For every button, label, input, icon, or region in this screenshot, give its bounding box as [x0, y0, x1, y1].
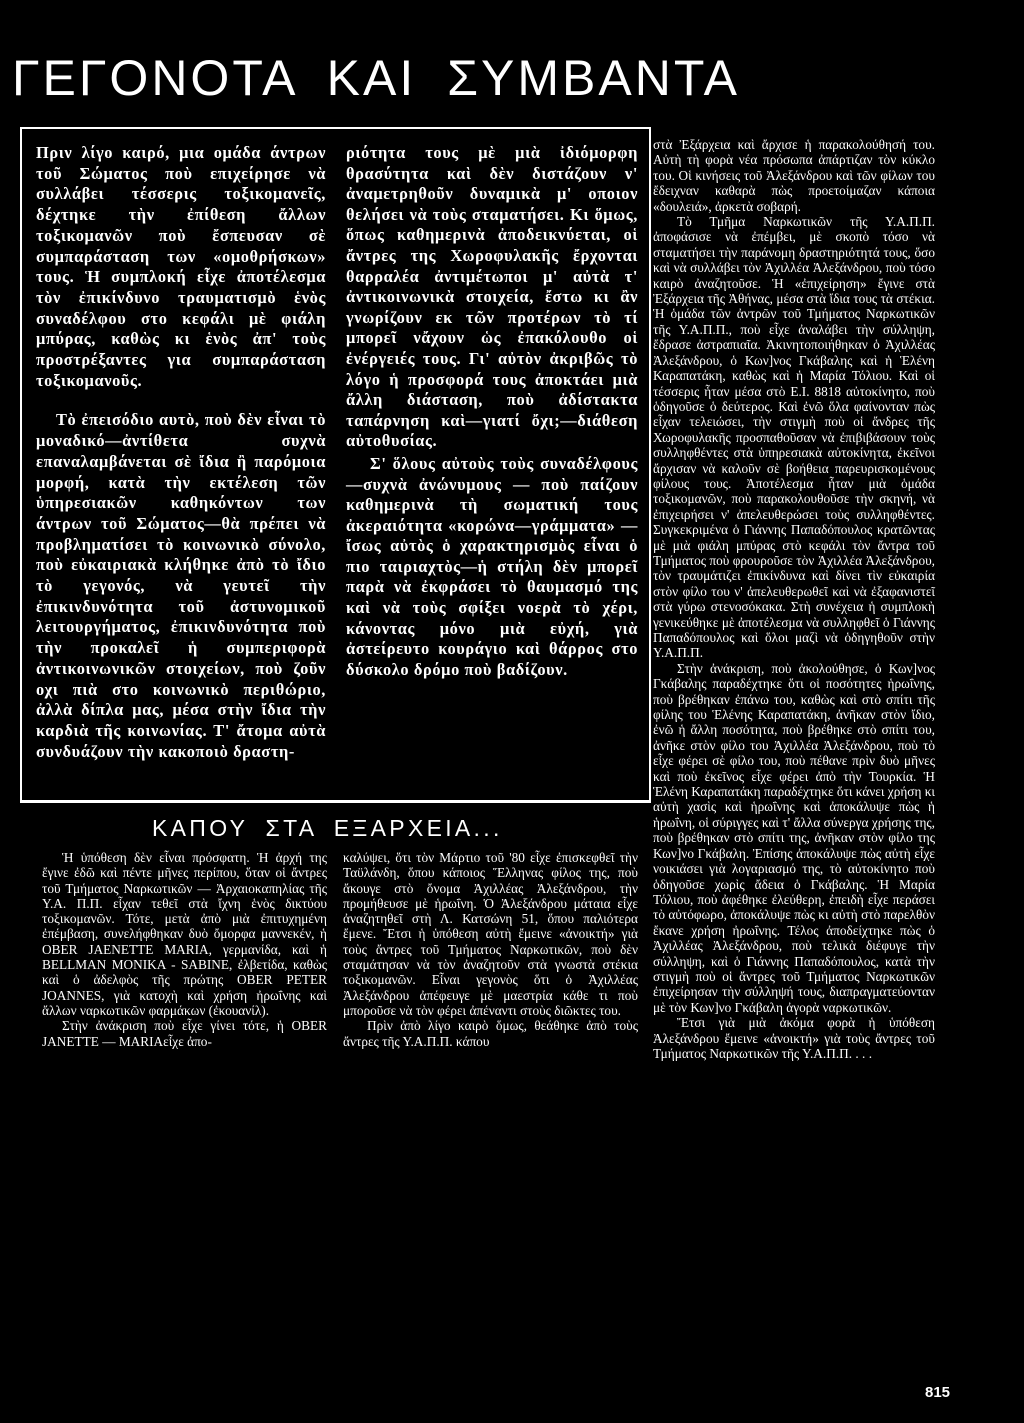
page-number: 815	[925, 1384, 951, 1401]
paragraph: στὰ Ἐξάρχεια καὶ ἄρχισε ἡ παρακολούθησή του. Αὐτὴ τὴ φορὰ νέα πρόσωπα ἀπάρτιζαν τὸν κύκλο του. Οἱ κινήσεις τοῦ Ἀλεξάνδρου καὶ τῶν φίλων του ἔδειχναν καθαρὰ πὼς προετοίμαζαν κάποια «δουλειά», ἀρκετὰ σοβαρή.	[653, 137, 935, 214]
feature-column-2	[346, 143, 638, 680]
paragraph: Σ' ὅλους αὐτοὺς τοὺς συναδέλφους—συχνὰ ἀνώνυμους — ποὺ παίζουν καθημερινὰ τὴ σωματική τους ἀκεραιότητα «κορώνα—γράμματα» — ἴσως αὐτὸς ὁ χαρακτηρισμὸς εἶναι ὁ πιο ταιριαχτὸς—ἡ στήλη δὲν μπορεῖ παρὰ νὰ ἐκφράσει τὸ θαυμασμό της καὶ νὰ τοὺς σφίξει νοερὰ τὸ χέρι, κάνοντας μόνο μιὰ εὐχή, γιὰ ἀστείρευτο κουράγιο καὶ θάρρος στο δύσκολο δρόμο ποὺ βαδίζουν.	[346, 453, 638, 679]
paragraph: Στὴν ἀνάκριση ποὺ εἶχε γίνει τότε, ἡ OBER JANETTE — MARIAεἶχε ἀπο-	[42, 1018, 327, 1049]
paragraph: Τὸ ἐπεισόδιο αυτὸ, ποὺ δὲν εἶναι τὸ μοναδικό—ἀντίθετα συχνὰ επαναλαμβάνεται σὲ ἴδια ἢ παρόμοια μορφή, κατὰ τὴν εκτέλεση τῶν ὑπηρεσιακῶν καθηκόντων των άντρων τοῦ Σώματος—θὰ πρέπει νὰ προβληματίσει τὸ κοινωνικὸ σύνολο, ποὺ εὐκαιριακὰ κλήθηκε ἀπὸ τὸ ἴδιο τὸ γεγονός, νὰ γευτεῖ τὴν ἐπικινδυνότητα τοῦ ἀστυνομικοῦ λειτουργήματος, ἐπικινδυνότητα ποὺ τὴν προκαλεῖ ἡ συμπεριφορὰ ἀντικοινωνικῶν στοιχείων, ποὺ ζοῦν οχι πιὰ στο κοινωνικὸ περιθώριο, ἀλλὰ δίπλα μας, μέσα στὴν ἴδια τὴν καρδιὰ τῆς κοινωνίας. Τ' ἄτομα αὐτὰ συνδυάζουν τὴν κακοποιὸ δραστη-	[36, 410, 326, 761]
page-title: ΓΕΓΟΝΟΤΑ ΚΑΙ ΣΥΜΒΑΝΤΑ	[12, 50, 741, 106]
paragraph: Στὴν ἀνάκριση, ποὺ ἀκολούθησε, ὁ Κων]νος Γκάβαλης παραδέχτηκε ὅτι οἱ ποσότητες ἡρωΐνης, ποὺ βρέθηκαν ἐπάνω του, καθὼς καὶ στὸ σπίτι τῆς φίλης του Ἑλένης Καραπατάκη, ἀνῆκαν στὸν ἴδιο, ἐνῶ ἡ ἄλλη ποσότητα, ποὺ βρέθηκε στὸ σπίτι του, ἀνῆκε στὸν φίλο του Ἀχιλλέα Ἀλεξάνδρου, ποὺ τὸ εἶχε φέρει σὲ φίλο του, ποὺ πέθανε πρὶν δυὸ μῆνες καὶ ποὺ ἐκεῖνος εἶχε φέρει ἀπὸ τὴν Τουρκία. Ἡ Ἑλένη Καραπατάκη παραδέχτηκε ὅτι κάνει χρήση κι αὐτὴ χασὶς καὶ ἡρωΐνης καὶ ἀποκάλυψε πὼς ἡ ἡρωΐνη, οἱ σύριγγες καὶ τ' ἄλλα σύνεργα χρήσης της, ποὺ βρέθηκαν στὸ σπίτι της, ἀνῆκαν στὸν φίλο της Κων]νο Γκάβαλη. Ἐπίσης ἀποκάλυψε πὼς αὐτὴ εἶχε νοικιάσει γιὰ λογαριασμό της, τὸ αὐτοκίνητο ποὺ ὁδηγοῦσε χωρὶς ἄδεια ὁ Γκάβαλης. Ἡ Μαρία Τόλιου, ποὺ ἀφέθηκε ἐλεύθερη, ἐπειδὴ εἶχε περάσει τὸ αὐτόφωρο, ἀποκάλυψε πὼς κι αὐτὴ στὸ παρελθὸν ἔκανε χρήση ἠρωΐνης. Τέλος ἀποδείχτηκε πὼς ὁ Ἀχιλλέας Ἀλεξάνδρου, ποὺ τελικὰ διέφυγε τὴν σύλληψη, καὶ ὁ Γιάννης Παπαδόπουλος, κατὰ τὴν στιγμὴ ποὺ οἱ ἄντρες τοῦ Τμήματος Ναρκωτικῶν ἐπιχείρησαν τὴν σύλληψή τους, διαπραγματεύονταν μὲ τὸν Κων]νο Γκάβαλη ἀγορὰ ναρκωτικῶν.	[653, 660, 936, 1015]
feature-column-1	[36, 143, 326, 762]
paragraph: καλύψει, ὅτι τὸν Μάρτιο τοῦ '80 εἶχε ἐπισκεφθεῖ τὴν Ταϋλάνδη, ὅπου κάποιος Ἕλληνας φίλος της, ποὺ ἄκουγε στὸ ὄνομα Ἀχιλλέας Ἀλεξάνδρου, τὴν προμήθευσε μὲ ἡρωΐνη. Ὁ Ἀλεξάνδρου μάταια εἶχε ἀναζητηθεῖ στὴ Λ. Κατσώνη 51, ὅπου παλιότερα ἔμενε. Ἔτσι ἡ ὑπόθεση αὐτὴ ἔμεινε «ἀνοικτή» γιὰ τοὺς ἄντρες τοῦ Τμήματος Ναρκωτικῶν, ποὺ δὲν σταμάτησαν νὰ τὸν ἀναζητοῦν στὰ γνωστὰ στέκια τοξικομανῶν. Εἶναι γεγονὸς ὅτι ὁ Ἀχιλλέας Ἀλεξάνδρου ἀπέφευγε μὲ μαεστρία κάθε τι ποὺ μποροῦσε νὰ τὸν φέρει ἀπέναντι στοὺς διῶκτες του.	[343, 850, 638, 1018]
paragraph: Πριν λίγο καιρό, μια ομάδα άντρων τοῦ Σώματος ποὺ επιχείρησε νὰ συλλάβει τέσσερις τοξικομανεῖς, δέχτηκε τὴν ἐπίθεση ἄλλων τοξικομανῶν ποὺ ἔσπευσαν σὲ συμπαράσταση των «ομοθρήσκων» τους. Ἡ συμπλοκή εἶχε ἀποτέλεσμα τὸν ἐπικίνδυνο τραυματισμὸ ἑνὸς συναδέλφου στο κεφάλι μὲ φιάλη μπύρας, καθὼς κι ἑνὸς ἀπ' τοὺς προστρέξαντες για συμπαράσταση τοξικομανοῦς.	[36, 143, 326, 390]
article-column-3	[653, 137, 935, 1061]
article-column-1	[42, 850, 327, 1049]
paragraph: Τὸ Τμῆμα Ναρκωτικῶν τῆς Υ.Α.Π.Π. ἀποφάσισε νὰ ἐπέμβει, μὲ σκοπὸ τόσο νὰ σταματήσει τὴν παράνομη δραστηριότητά τους, ὅσο καὶ νὰ συλλάβει τὸν Ἀχιλλέα Ἀλεξάνδρου, ποὺ τόσο καιρὸ ἀναζητοῦσε. Ἡ «ἐπιχείρηση» ἔγινε στὰ Ἐξάρχεια τῆς Ἀθήνας, μέσα στὰ ἴδια τους τὰ στέκια. Ἡ ὁμάδα τῶν ἀντρῶν τοῦ Τμήματος Ναρκωτικῶν τῆς Υ.Α.Π.Π., ποὺ εἶχε ἀναλάβει τὴν σύλληψη, ἔδρασε ἀστραπιαῖα. Ἀκινητοποιήθηκαν ὁ Ἀχιλλέας Ἀλεξάνδρου, ὁ Κων]νος Γκάβαλης καὶ ἡ Ἑλένη Καραπατάκη, καθὼς καὶ ἡ Μαρία Τόλιου. Καὶ οἱ τέσσερις ἦταν μέσα στὸ Ε.Ι. 8818 αὐτοκίνητο, ποὺ ὁδηγοῦσε ὁ δεύτερος. Καὶ ἐνῶ ὅλα φαίνονταν πὼς εἶχαν τελειώσει, τὴν στιγμὴ ποὺ οἱ ἄνδρες τῆς Χωροφυλακῆς προσπαθοῦσαν νὰ ἐπιβιβάσουν τοὺς συλληφθέντες στὰ ὑπηρεσιακὰ αὐτοκίνητα, ἐκεῖνοι ἄρχισαν νὰ καλοῦν σὲ βοήθεια παρευρισκομένους φίλους τους. Ἀποτέλεσμα ἦταν μιὰ ὁμάδα τοξικομανῶν, ποὺ παρακολουθοῦσε τὴν σκηνή, νὰ ἐπιχειρήσει ν' ἀπελευθερώσει τοὺς συλληφθέντες. Συγκεκριμένα ὁ Γιάννης Παπαδόπουλος κρατῶντας μὲ μιὰ φιάλη μπύρας στὸ κεφάλι τὸν ἄντρα τοῦ Τμήματος ποὺ φρουροῦσε τὸν Ἀχιλλέα Ἀλεξάνδρου, τὸν τραυμάτιζει ἐπικίνδυνα καὶ δίνει τὶν εὐκαιρία στὸν φίλο του ν' ἀπελευθερωθεῖ καὶ νὰ ἐξαφανιστεῖ στὰ γύρω στενοσόκακα. Στὴ συνέχεια ἡ συμπλοκὴ γενικεύθηκε μὲ ἀποτέλεσμα νὰ συλληφθεῖ ὁ Γιάννης Παπαδόπουλος καὶ ὅλοι μαζὶ νὰ ὁδηγηθοῦν στὴν Υ.Α.Π.Π.	[653, 214, 935, 661]
article-column-2	[343, 850, 638, 1049]
article-heading: ΚΑΠΟΥ ΣΤΑ ΕΞΑΡΧΕΙΑ...	[152, 815, 503, 841]
paragraph: Ἡ ὑπόθεση δὲν εἶναι πρόσφατη. Ἡ ἀρχή της ἔγινε ἐδῶ καὶ πέντε μῆνες περίπου, ὅταν οἱ ἄντρες τοῦ Τμήματος Ναρκωτικῶν — Ἀρχαιοκαπηλίας τῆς Υ.Α. Π.Π. εἶχαν τεθεῖ στὰ ἴχνη ἑνὸς δικτύου τοξικομανῶν. Τότε, μετὰ ἀπὸ μιὰ ἐπιτυχημένη ἐπέμβαση, συνελήφθηκαν δυὸ ὄμορφα μαννεκέν, ἡ OBER JAENETTE MARIA, γερμανίδα, καὶ ἡ BELLMAN MONIKA - SABINE, ἐλβετίδα, καθὼς καὶ ὁ ἀδελφὸς τῆς πρώτης OBER PETER JOANNES, γιὰ κατοχὴ καὶ χρήση ἠρωΐνης καὶ ἄλλων ναρκωτικῶν φαρμάκων (ἐκουανίλ).	[42, 850, 327, 1018]
paragraph: Ἔτσι γιὰ μιὰ ἀκόμα φορὰ ἡ ὑπόθεση Ἀλεξάνδρου ἔμεινε «ἀνοικτή» γιὰ τοὺς ἄντρες τοῦ Τμήματος Ναρκωτικῶν τῆς Υ.Α.Π.Π. . . .	[653, 1015, 935, 1061]
paragraph: ριότητα τους μὲ μιὰ ἰδιόμορφη θρασύτητα καὶ δὲν διστάζουν ν' ἀναμετρηθοῦν δυναμικὰ μ' οποιον θελήσει νὰ τοὺς σταματήσει. Κι ὅμως, ὅπως καθημερινὰ ἀποδεικνύεται, οἱ ἄντρες της Χωροφυλακῆς ἔρχονται θαρραλέα ἀντιμέτωποι μ' αὐτὰ τ' ἀντικοινωνικὰ στοιχεία, ἔστω κι ἂν γνωρίζουν εκ τῶν προτέρων τὸ τί μπορεῖ νἄχουν ὡς ἐπακόλουθο οἱ ἐνέργειές τους. Γι' αὐτὸν ἀκριβῶς τὸ λόγο ἡ προσφορά τους ἀποκτάει μιὰ ἄλλη διάσταση, ποὺ ἀδίστακτα ταπάρνηση καὶ—γιατί ὄχι;—διάθεση αὐτοθυσίας.	[346, 143, 638, 451]
paragraph: Πρὶν ἀπὸ λίγο καιρὸ ὅμως, θεάθηκε ἀπὸ τοὺς ἄντρες τῆς Υ.Α.Π.Π. κάπου	[343, 1018, 638, 1049]
